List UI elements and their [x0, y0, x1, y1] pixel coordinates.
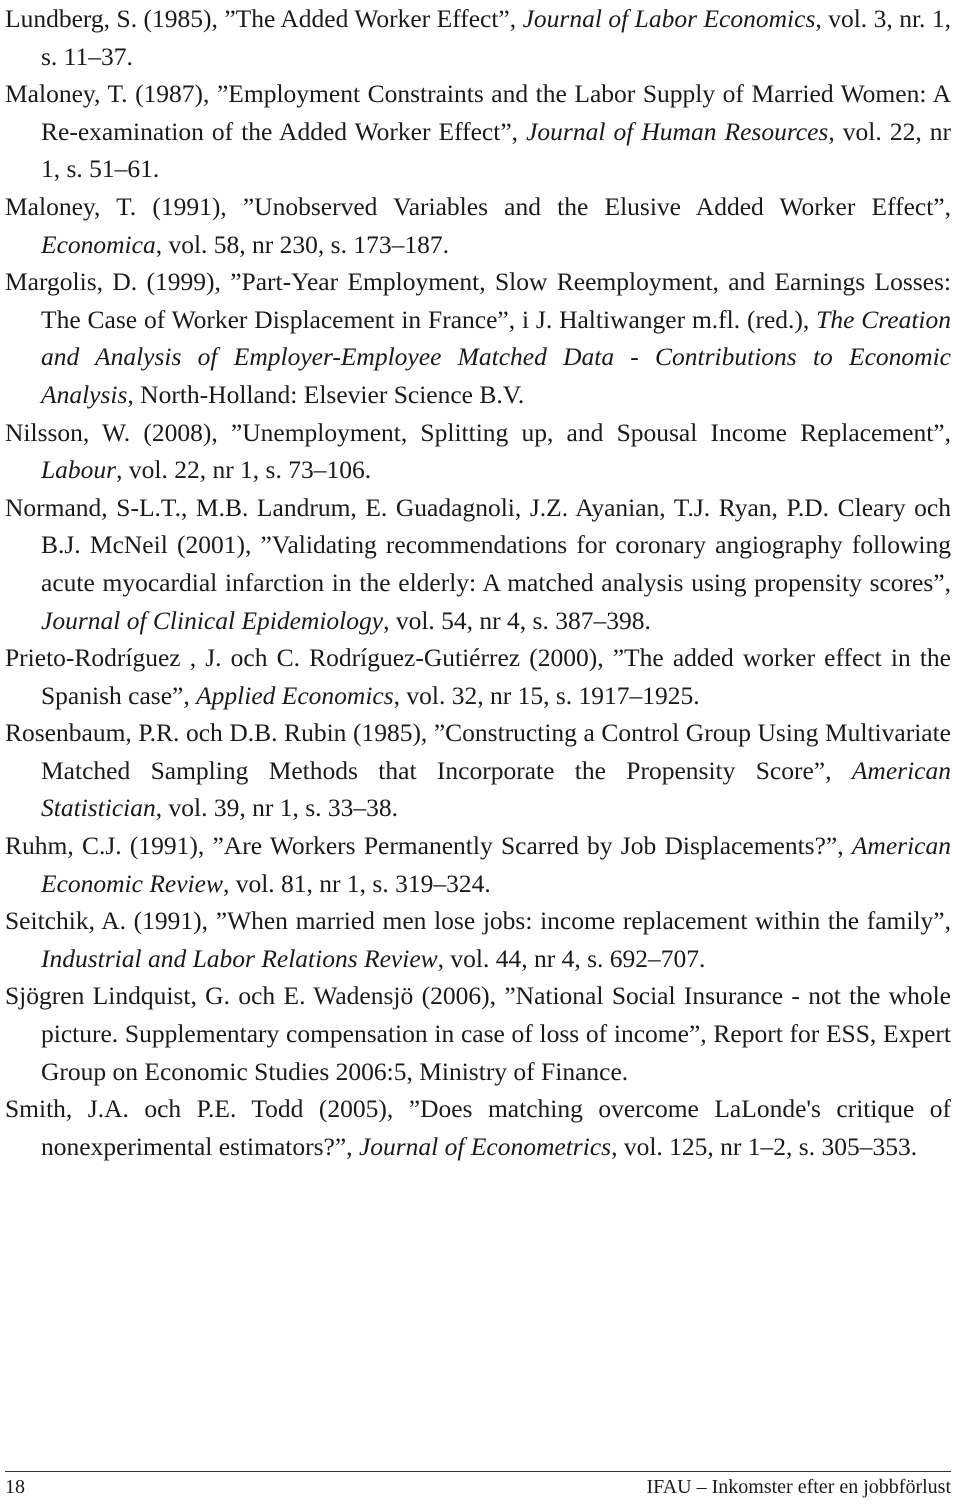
- reference-entry: [5, 0, 951, 75]
- reference-entry: [5, 1090, 951, 1165]
- reference-text: , North-Holland: Elsevier Science B.V.: [127, 379, 525, 409]
- reference-text: , vol. 58, nr 230, s. 173–187.: [155, 229, 449, 259]
- reference-text: Seitchik, A. (1991), ”When married men lose jobs: income replacement within the family”,: [5, 906, 951, 936]
- reference-text: Smith, J.A. och P.E. Todd (2005), ”Does matching overcome LaLonde's critique of nonexperimental estimators?”,: [5, 1094, 951, 1161]
- reference-text: , vol. 54, nr 4, s. 387–398.: [383, 605, 651, 635]
- reference-text: , vol. 39, nr 1, s. 33–38.: [155, 793, 398, 823]
- running-title: IFAU – Inkomster efter en jobbförlust: [646, 1476, 951, 1498]
- reference-source-title: Economica: [41, 229, 156, 259]
- reference-entry: [5, 639, 951, 714]
- reference-entry: [5, 714, 951, 827]
- reference-list: [5, 0, 951, 1165]
- reference-text: Nilsson, W. (2008), ”Unemployment, Splitting up, and Spousal Income Replacement”,: [5, 417, 951, 447]
- reference-source-title: The Creation and Analysis of Employer-Employee Matched Data - Contributions to Economic Analysis: [41, 304, 951, 409]
- reference-text: Margolis, D. (1999), ”Part-Year Employment, Slow Reemployment, and Earnings Losses: The Case of Worker Displacement in France”, i J. Haltiwanger m.fl. (red.),: [5, 267, 951, 334]
- reference-source-title: Industrial and Labor Relations Review: [41, 943, 438, 973]
- reference-entry: [5, 188, 951, 263]
- reference-entry: [5, 977, 951, 1090]
- reference-text: , vol. 22, nr 1, s. 73–106.: [116, 455, 372, 485]
- reference-source-title: American Economic Review: [41, 831, 951, 898]
- reference-source-title: Journal of Clinical Epidemiology: [41, 605, 384, 635]
- reference-text: , vol. 22, nr 1, s. 51–61.: [41, 116, 951, 184]
- footer-rule: [5, 1471, 951, 1472]
- reference-source-title: Journal of Labor Economics: [522, 4, 816, 33]
- reference-entry: [5, 75, 951, 188]
- reference-source-title: Journal of Human Resources: [526, 116, 829, 146]
- page-footer: [5, 1475, 951, 1499]
- reference-text: , vol. 44, nr 4, s. 692–707.: [437, 943, 706, 973]
- reference-text: Prieto-Rodríguez , J. och C. Rodríguez-Gutiérrez (2000), ”The added worker effect in the Spanish case”,: [5, 643, 951, 710]
- reference-text: Lundberg, S. (1985), ”The Added Worker Effect”,: [5, 4, 523, 33]
- reference-source-title: Applied Economics: [196, 680, 394, 710]
- reference-source-title: American Statistician: [41, 755, 951, 823]
- reference-entry: [5, 263, 951, 413]
- page-number: 18: [5, 1476, 25, 1498]
- reference-text: Normand, S-L.T., M.B. Landrum, E. Guadagnoli, J.Z. Ayanian, T.J. Ryan, P.D. Cleary och B.J. McNeil (2001), ”Validating recommendations for coronary angiography following acute myocardial infarction in the elderly: A matched analysis using propensity scores”,: [5, 492, 951, 597]
- reference-text: Maloney, T. (1987), ”Employment Constraints and the Labor Supply of Married Women: A Re-examination of the Added Worker Effect”,: [5, 79, 951, 146]
- reference-text: Maloney, T. (1991), ”Unobserved Variables and the Elusive Added Worker Effect”,: [5, 191, 951, 221]
- reference-text: Ruhm, C.J. (1991), ”Are Workers Permanently Scarred by Job Displacements?”,: [5, 831, 852, 861]
- reference-entry: [5, 827, 951, 902]
- reference-text: Rosenbaum, P.R. och D.B. Rubin (1985), ”Constructing a Control Group Using Multivariate Matched Sampling Methods that Incorporate the Propensity Score”,: [5, 718, 951, 785]
- reference-text: , vol. 3, nr. 1, s. 11–37.: [41, 4, 951, 71]
- reference-source-title: Labour: [41, 455, 117, 485]
- reference-text: , vol. 32, nr 15, s. 1917–1925.: [393, 680, 700, 710]
- reference-entry: [5, 489, 951, 639]
- reference-source-title: Journal of Econometrics: [358, 1131, 612, 1161]
- reference-text: , vol. 81, nr 1, s. 319–324.: [222, 868, 491, 898]
- reference-text: , vol. 125, nr 1–2, s. 305–353.: [611, 1131, 918, 1161]
- reference-entry: [5, 902, 951, 977]
- reference-entry: [5, 414, 951, 489]
- reference-text: Sjögren Lindquist, G. och E. Wadensjö (2006), ”National Social Insurance - not the whole picture. Supplementary compensation in case of loss of income”, Report for ESS, Expert Group on Economic Studies 2006:5, Ministry of Finance.: [5, 981, 951, 1086]
